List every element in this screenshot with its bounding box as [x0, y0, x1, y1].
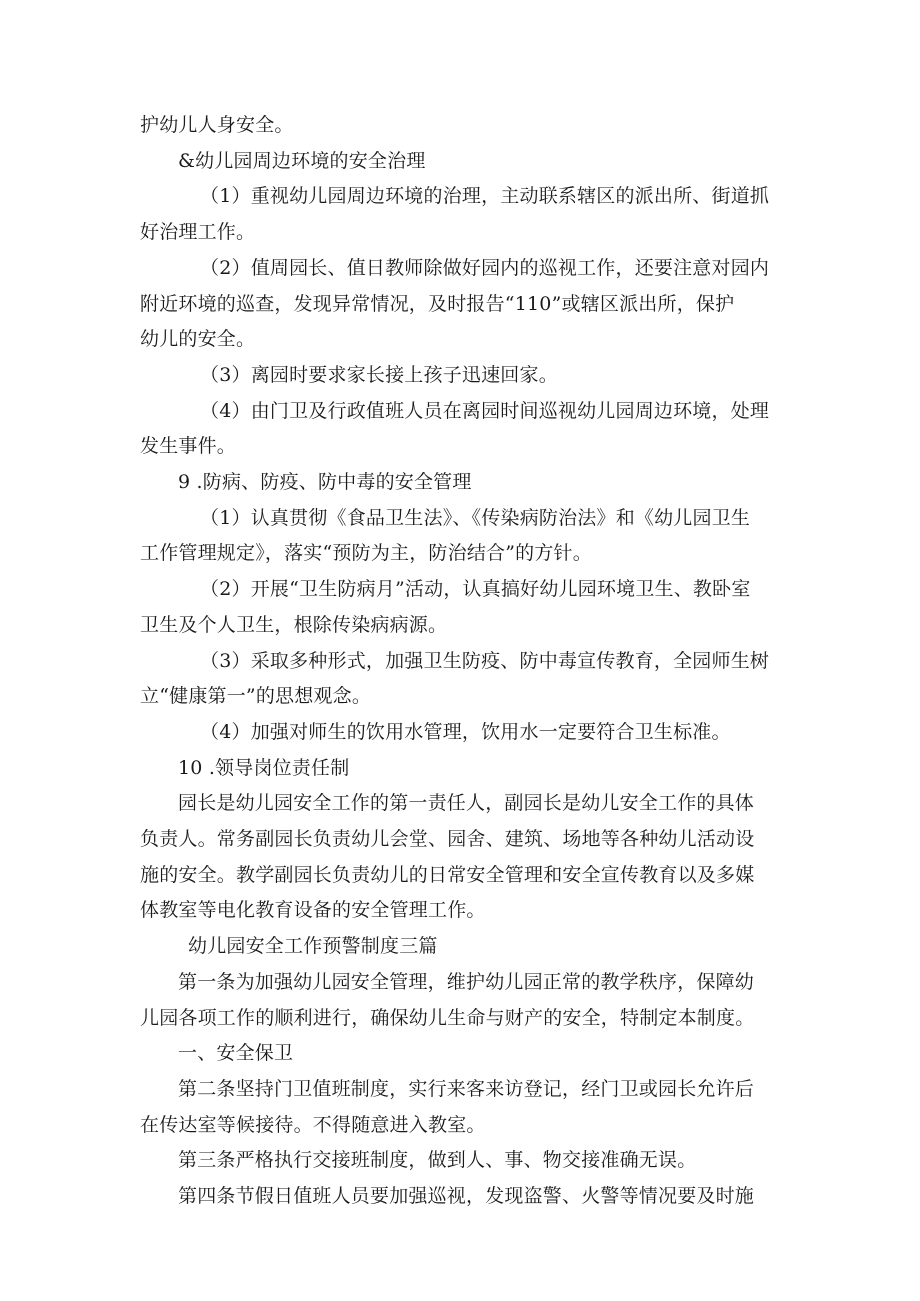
text-line: （3）采取多种形式，加强卫生防疫、防中毒宣传教育，全园师生树: [200, 649, 770, 672]
text-line: 好治理工作。: [140, 221, 256, 244]
document-body: [140, 108, 780, 1215]
document-title: 幼儿园安全工作预警制度三篇: [188, 935, 438, 958]
text-line: （1）重视幼儿园周边环境的治理，主动联系辖区的派出所、街道抓: [200, 185, 770, 208]
text-line: 体教室等电化教育设备的安全管理工作。: [140, 899, 486, 922]
section-heading: 10 .领导岗位责任制: [178, 756, 350, 779]
text-line: （2）值周园长、值日教师除做好园内的巡视工作，还要注意对园内: [200, 256, 770, 279]
text-line: 儿园各项工作的顺利进行，确保幼儿生命与财产的安全，特制定本制度。: [140, 1006, 755, 1029]
section-heading: &幼儿园周边环境的安全治理: [178, 149, 426, 172]
text-line: 第一条为加强幼儿园安全管理，维护幼儿园正常的教学秩序，保障幼: [178, 970, 755, 993]
text-line: 护幼儿人身安全。: [140, 114, 294, 136]
text-line: 在传达室等候接待。不得随意进入教室。: [140, 1113, 486, 1136]
text-line: 卫生及个人卫生，根除传染病病源。: [140, 613, 448, 636]
text-line: 立“健康第一”的思想观念。: [140, 685, 372, 708]
text-line: （1）认真贯彻《食品卫生法》、《传染病防治法》和《幼儿园卫生: [200, 506, 751, 529]
text-line: （3）离园时要求家长接上孩子迅速回家。: [200, 363, 558, 386]
text-line: （4）加强对师生的饮用水管理，饮用水一定要符合卫生标准。: [200, 720, 731, 743]
text-line: 施的安全。教学副园长负责幼儿的日常安全管理和安全宣传教育以及多媒: [140, 863, 755, 886]
text-line: 幼儿的安全。: [140, 328, 256, 351]
text-line: 工作管理规定》，落实“预防为主，防治结合”的方针。: [140, 542, 592, 565]
text-line: （2）开展“卫生防病月”活动，认真搞好幼儿园环境卫生、教卧室: [200, 578, 751, 601]
text-line: 第四条节假日值班人员要加强巡视，发现盗警、火警等情况要及时施: [178, 1185, 755, 1208]
section-heading: 一、安全保卫: [178, 1042, 294, 1065]
text-line: 附近环境的巡查，发现异常情况，及时报告“110”或辖区派出所，保护: [140, 292, 735, 315]
text-line: （4）由门卫及行政值班人员在离园时间巡视幼儿园周边环境，处理: [200, 399, 770, 422]
text-line: 园长是幼儿园安全工作的第一责任人，副园长是幼儿安全工作的具体: [178, 792, 755, 815]
section-heading: 9 .防病、防疫、防中毒的安全管理: [178, 471, 472, 494]
text-line: 发生事件。: [140, 435, 237, 458]
text-line: 负责人。常务副园长负责幼儿会堂、园舍、建筑、场地等各种幼儿活动设: [140, 828, 755, 851]
text-line: 第三条严格执行交接班制度，做到人、事、物交接准确无误。: [178, 1149, 697, 1172]
text-line: 第二条坚持门卫值班制度，实行来客来访登记，经门卫或园长允许后: [178, 1077, 755, 1100]
